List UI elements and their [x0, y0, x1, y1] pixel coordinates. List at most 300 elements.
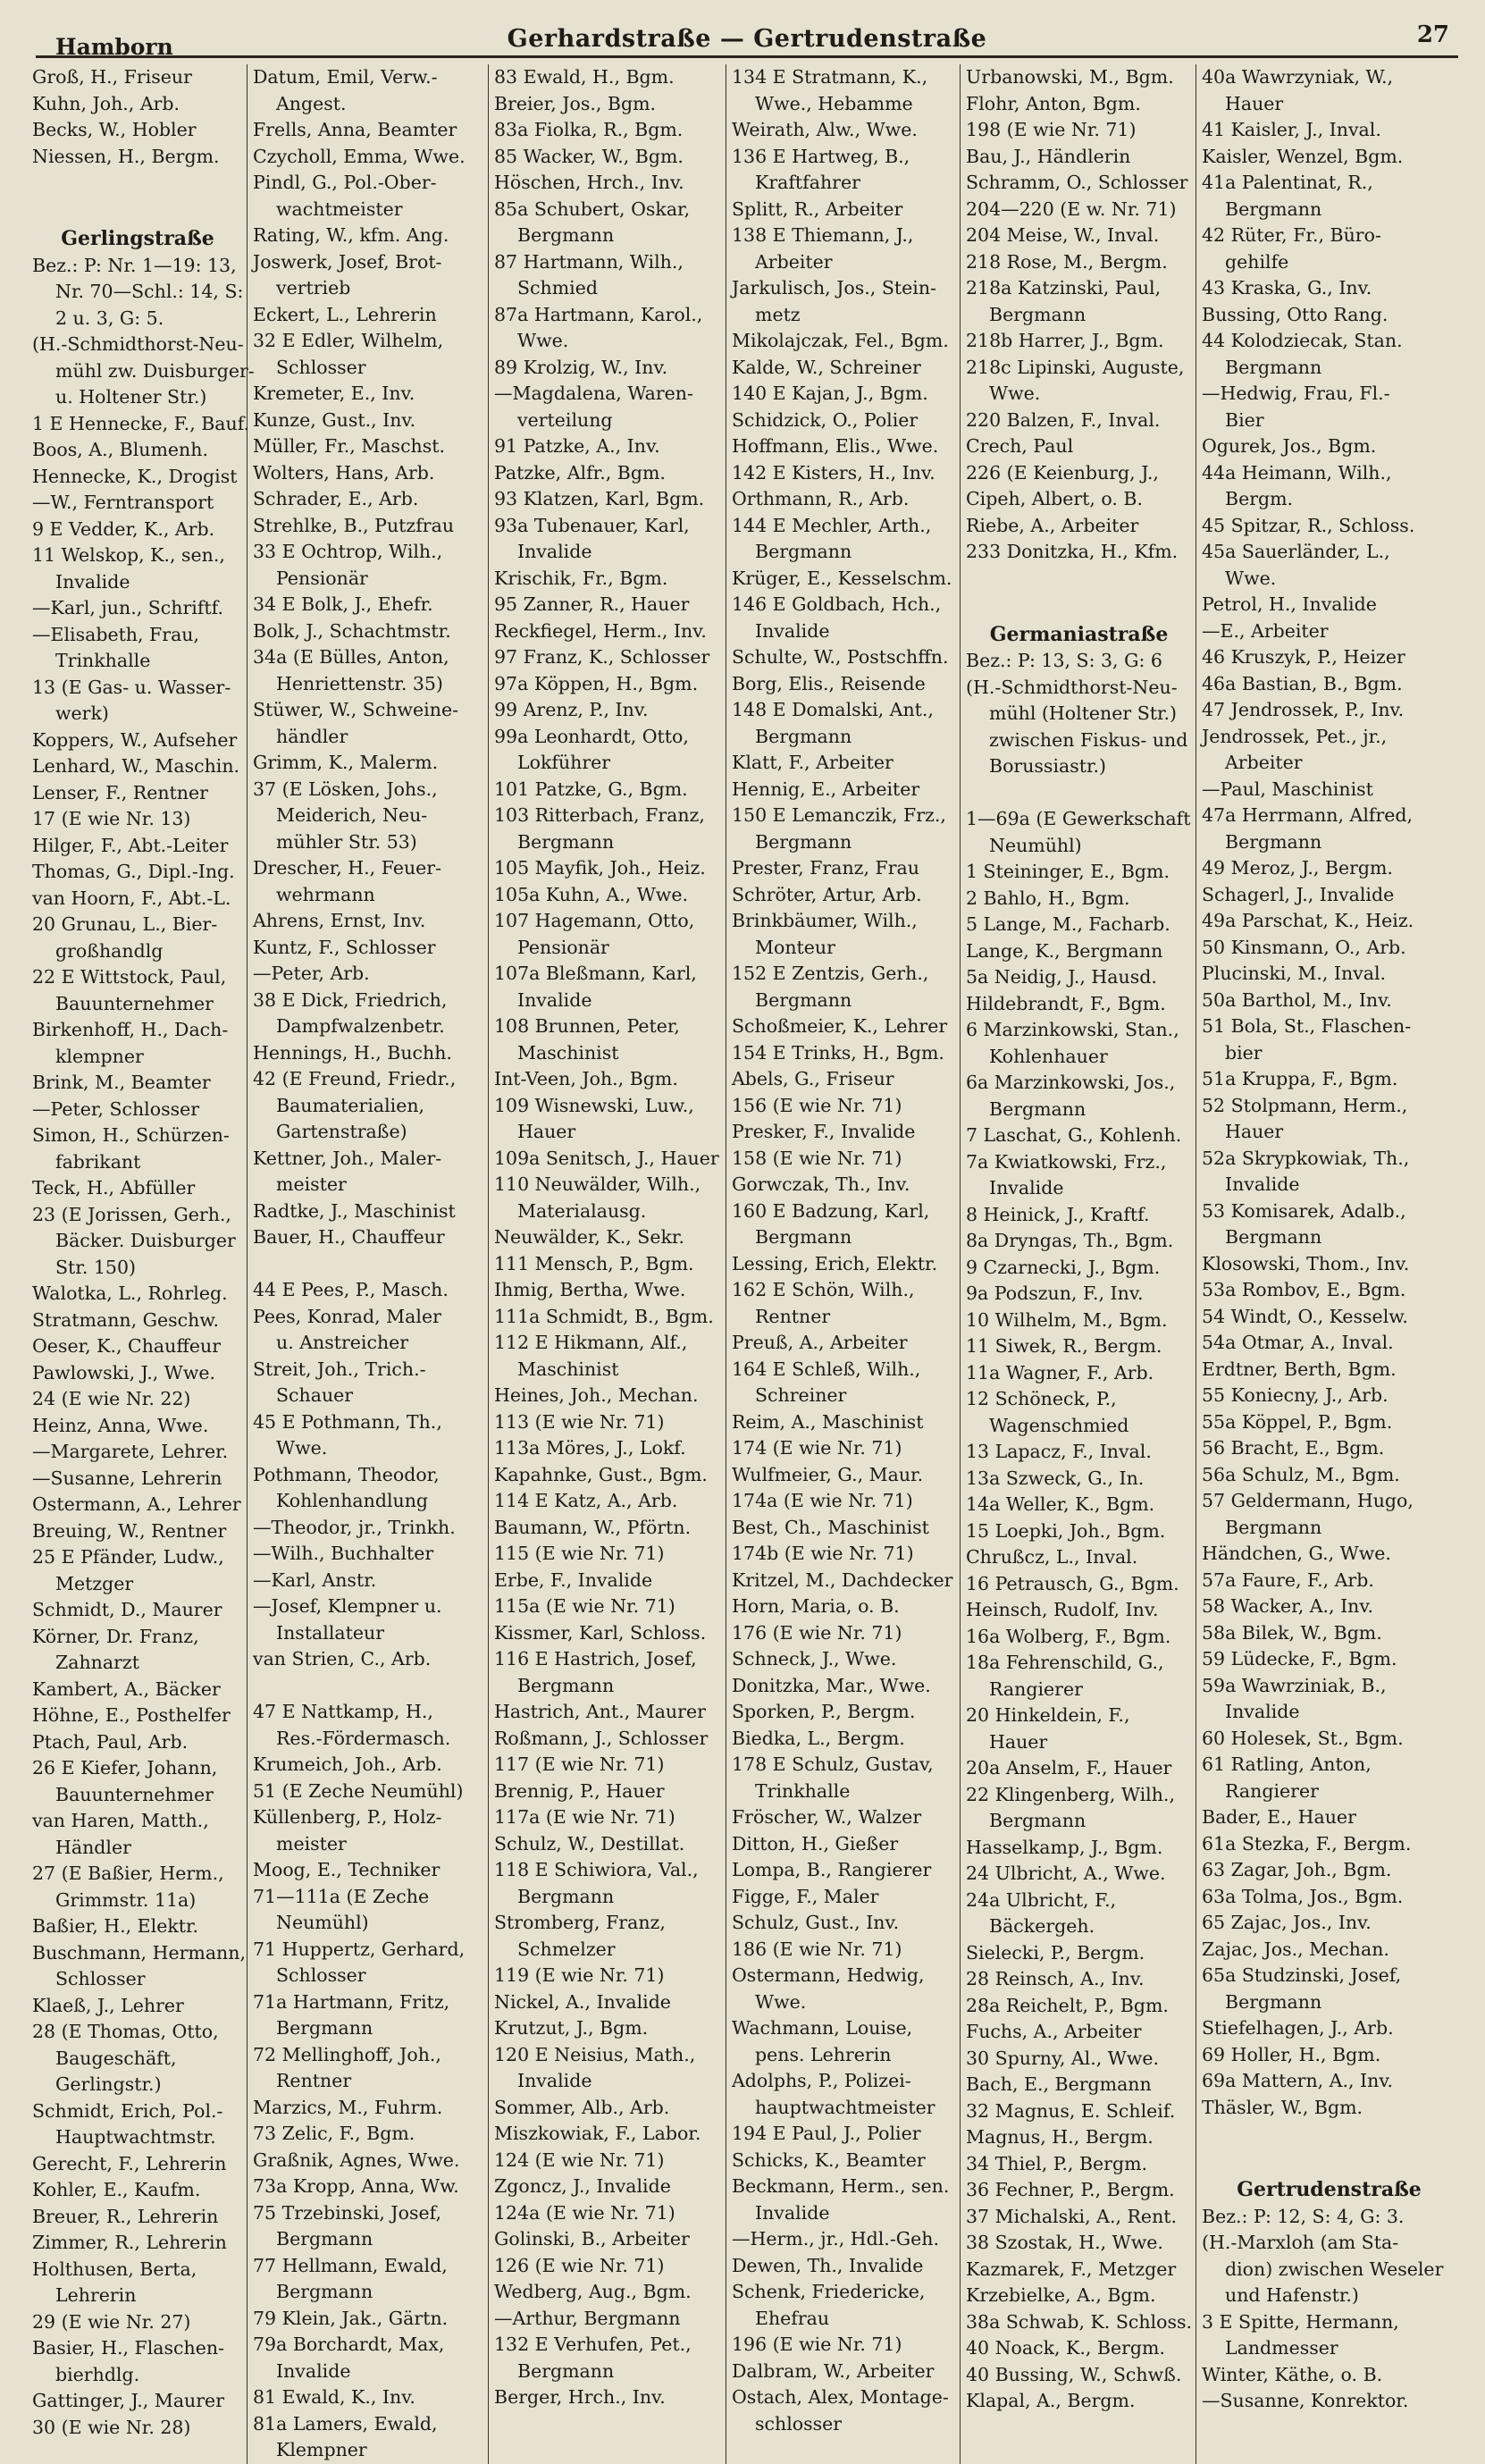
- directory-entry: Hildebrandt, F., Bgm.: [966, 992, 1166, 1014]
- directory-entry: 117 (E wie Nr. 71): [494, 1753, 665, 1775]
- entry-continuation: Invalide: [517, 988, 592, 1011]
- entry-continuation: Hauptwachtmstr.: [55, 2126, 216, 2148]
- directory-entry: 24 (E wie Nr. 22): [32, 1388, 191, 1409]
- directory-entry: Czycholl, Emma, Wwe.: [253, 145, 466, 167]
- directory-entry: Graßnik, Agnes, Wwe.: [253, 2149, 460, 2171]
- directory-entry: Magnus, H., Bergm.: [966, 2126, 1154, 2148]
- directory-entry: 120 E Neisius, Math.,: [494, 2043, 696, 2065]
- entry-continuation: Dampfwalzenbetr.: [276, 1015, 445, 1037]
- directory-entry: —Karl, jun., Schriftf.: [32, 597, 224, 618]
- spacer: [966, 592, 1192, 618]
- directory-entry: 138 E Thiemann, J.,: [732, 224, 914, 246]
- directory-entry: Becks, W., Hobler: [32, 119, 197, 140]
- directory-entry: Golinski, B., Arbeiter: [494, 2228, 690, 2250]
- directory-entry: Kaisler, Wenzel, Bgm.: [1202, 145, 1404, 167]
- directory-entry: 107 Hagemann, Otto,: [494, 910, 695, 931]
- directory-entry: —Susanne, Lehrerin: [32, 1467, 222, 1489]
- directory-entry: Thäsler, W., Bgm.: [1202, 2096, 1363, 2118]
- directory-entry: Presker, F., Invalide: [732, 1121, 916, 1142]
- directory-entry: Wachmann, Louise,: [732, 2017, 913, 2039]
- spacer: [253, 1251, 484, 1278]
- entry-continuation: Bauunternehmer: [55, 1783, 214, 1805]
- entry-continuation: Bergmann: [1225, 198, 1322, 220]
- entry-continuation: Kraftfahrer: [755, 172, 860, 193]
- directory-entry: 51a Kruppa, F., Bgm.: [1202, 1068, 1398, 1089]
- directory-entry: Schneck, J., Wwe.: [732, 1648, 897, 1669]
- directory-entry: Birkenhoff, H., Dach-: [32, 1019, 229, 1040]
- directory-entry: Hennings, H., Buchh.: [253, 1041, 452, 1064]
- entry-continuation: Schlosser: [55, 1968, 146, 1989]
- directory-entry: Baumann, W., Pförtn.: [494, 1516, 692, 1538]
- entry-continuation: Zahnarzt: [55, 1652, 139, 1673]
- directory-entry: Jendrossek, Pet., jr.,: [1202, 725, 1388, 747]
- directory-entry: 41a Palentinat, R.,: [1202, 172, 1373, 193]
- directory-entry: 204—220 (E w. Nr. 71): [966, 198, 1177, 220]
- directory-entry: van Hoorn, F., Abt.-L.: [32, 887, 231, 909]
- entry-continuation: Gartenstraße): [276, 1121, 407, 1142]
- entry-continuation: Bergmann: [1225, 1990, 1322, 2013]
- entry-continuation: dion) zwischen Weseler: [1225, 2258, 1444, 2280]
- directory-entry: Klaeß, J., Lehrer: [32, 1994, 184, 2016]
- directory-entry: 22 Klingenberg, Wilh.,: [966, 1783, 1175, 1805]
- entry-continuation: Monteur: [755, 936, 835, 958]
- directory-entry: 16a Wolberg, F., Bgm.: [966, 1625, 1171, 1647]
- entry-continuation: wachtmeister: [276, 198, 403, 220]
- spacer: [32, 197, 243, 223]
- directory-entry: 8 Heinick, J., Kraftf.: [966, 1203, 1150, 1225]
- entry-continuation: Bäcker. Duisburger: [55, 1230, 236, 1251]
- directory-entry: 158 (E wie Nr. 71): [732, 1147, 902, 1169]
- directory-entry: Brennig, P., Hauer: [494, 1779, 665, 1802]
- entry-continuation: Wagenschmied: [989, 1414, 1129, 1436]
- entry-continuation: hauptwachtmeister: [755, 2096, 935, 2118]
- directory-entry: 89 Krolzig, W., Inv.: [494, 356, 668, 378]
- entry-continuation: Invalide: [1225, 1701, 1300, 1722]
- directory-entry: 50a Barthol, M., Inv.: [1202, 988, 1392, 1011]
- directory-entry: Groß, H., Friseur: [32, 66, 192, 88]
- directory-entry: Schicks, K., Beamter: [732, 2149, 926, 2171]
- directory-entry: 38a Schwab, K. Schloss.: [966, 2310, 1193, 2333]
- directory-entry: Bau, J., Händlerin: [966, 145, 1131, 167]
- directory-entry: 34a (E Bülles, Anton,: [253, 646, 449, 668]
- entry-continuation: Rangierer: [989, 1678, 1083, 1700]
- directory-entry: 124 (E wie Nr. 71): [494, 2149, 665, 2171]
- entry-continuation: Klempner: [276, 2439, 367, 2460]
- directory-entry: Breuer, R., Lehrerin: [32, 2205, 219, 2227]
- directory-entry: Schagerl, J., Invalide: [1202, 883, 1395, 905]
- directory-entry: 32 Magnus, E. Schleif.: [966, 2099, 1176, 2122]
- directory-entry: Klosowski, Thom., Inv.: [1202, 1252, 1410, 1274]
- entry-continuation: Bergmann: [517, 224, 615, 246]
- directory-entry: Lessing, Erich, Elektr.: [732, 1252, 938, 1274]
- directory-entry: Küllenberg, P., Holz-: [253, 1806, 442, 1828]
- directory-entry: Kissmer, Karl, Schloss.: [494, 1621, 707, 1644]
- spacer: [966, 780, 1192, 807]
- directory-entry: Pothmann, Theodor,: [253, 1463, 440, 1485]
- entry-continuation: werk): [55, 702, 109, 724]
- directory-entry: 47a Herrmann, Alfred,: [1202, 804, 1414, 826]
- entry-continuation: händler: [276, 725, 348, 747]
- directory-entry: 95 Zanner, R., Hauer: [494, 593, 690, 615]
- directory-entry: 60 Holesek, St., Bgm.: [1202, 1727, 1404, 1749]
- entry-continuation: Invalide: [517, 541, 592, 562]
- directory-entry: 59 Lüdecke, F., Bgm.: [1202, 1648, 1397, 1669]
- directory-entry: Strehlke, B., Putzfrau: [253, 514, 455, 536]
- entry-continuation: Bäckergeh.: [989, 1915, 1095, 1937]
- entry-continuation: Ehefrau: [755, 2307, 830, 2329]
- directory-entry: 47 Jendrossek, P., Inv.: [1202, 699, 1405, 720]
- entry-continuation: Bergmann: [276, 2281, 373, 2302]
- directory-entry: 69a Mattern, A., Inv.: [1202, 2070, 1393, 2091]
- directory-entry: 56 Bracht, E., Bgm.: [1202, 1437, 1385, 1459]
- directory-entry: Koppers, W., Aufseher: [32, 728, 238, 751]
- directory-entry: Schulz, W., Destillat.: [494, 1832, 685, 1854]
- directory-entry: Dalbram, W., Arbeiter: [732, 2359, 935, 2382]
- directory-entry: —Susanne, Konrektor.: [1202, 2390, 1409, 2411]
- directory-entry: Kalde, W., Schreiner: [732, 356, 921, 378]
- directory-entry: 2 Bahlo, H., Bgm.: [966, 887, 1130, 909]
- directory-entry: Breuing, W., Rentner: [32, 1519, 227, 1542]
- directory-entry: Kazmarek, F., Metzger: [966, 2258, 1177, 2280]
- directory-entry: Stratmann, Geschw.: [32, 1308, 219, 1331]
- directory-entry: 79 Klein, Jak., Gärtn.: [253, 2307, 449, 2329]
- column-6: [1196, 64, 1460, 2464]
- directory-entry: —Wilh., Buchhalter: [253, 1543, 434, 1564]
- entry-continuation: und Hafenstr.): [1225, 2284, 1359, 2306]
- directory-entry: Krischik, Fr., Bgm.: [494, 567, 668, 589]
- directory-entry: Int-Veen, Joh., Bgm.: [494, 1068, 678, 1089]
- directory-entry: Klapal, A., Bergm.: [966, 2390, 1136, 2411]
- directory-entry: 37 Michalski, A., Rent.: [966, 2205, 1178, 2227]
- directory-entry: Pawlowski, J., Wwe.: [32, 1361, 216, 1383]
- directory-entry: —Theodor, jr., Trinkh.: [253, 1516, 456, 1538]
- entry-continuation: Nr. 70—Schl.: 14, S:: [55, 281, 244, 302]
- directory-entry: 79a Borchardt, Max,: [253, 2334, 445, 2355]
- directory-entry: Gorwczak, Th., Inv.: [732, 1173, 910, 1195]
- directory-entry: 14a Weller, K., Bgm.: [966, 1493, 1155, 1515]
- directory-entry: Prester, Franz, Frau: [732, 857, 919, 879]
- directory-entry: Oeser, K., Chauffeur: [32, 1335, 222, 1357]
- entry-continuation: Schreiner: [755, 1384, 847, 1406]
- directory-entry: Buschmann, Hermann,: [32, 1941, 246, 1964]
- directory-entry: Hennig, E., Arbeiter: [732, 778, 920, 800]
- page-number: 27: [1416, 21, 1449, 48]
- directory-entry: 111a Schmidt, B., Bgm.: [494, 1305, 714, 1327]
- entry-continuation: Invalide: [55, 570, 130, 593]
- directory-entry: Schidzick, O., Polier: [732, 408, 919, 431]
- directory-entry: 164 E Schleß, Wilh.,: [732, 1358, 921, 1380]
- directory-entry: Schoßmeier, K., Lehrer: [732, 1015, 948, 1037]
- entry-continuation: zwischen Fiskus- und: [989, 728, 1188, 751]
- entry-continuation: Gerlingstr.): [55, 2073, 162, 2095]
- directory-entry: 13 (E Gas- u. Wasser-: [32, 676, 231, 698]
- directory-entry: 47 E Nattkamp, H.,: [253, 1701, 433, 1722]
- directory-entry: —Karl, Anstr.: [253, 1568, 377, 1591]
- directory-entry: Best, Ch., Maschinist: [732, 1516, 929, 1538]
- entry-continuation: Bauunternehmer: [55, 992, 214, 1014]
- entry-continuation: Neumühl): [989, 834, 1082, 856]
- directory-entry: Teck, H., Abfüller: [32, 1177, 196, 1198]
- entry-continuation: verteilung: [517, 408, 613, 431]
- directory-entry: Abels, G., Friseur: [732, 1068, 894, 1089]
- directory-entry: Petrol, H., Invalide: [1202, 593, 1377, 615]
- directory-entry: Donitzka, Mar., Wwe.: [732, 1674, 931, 1696]
- directory-entry: (H.-Schmidthorst-Neu-: [32, 333, 244, 355]
- spacer: [1202, 2121, 1456, 2148]
- directory-entry: —Magdalena, Waren-: [494, 383, 693, 404]
- directory-entry: Wedberg, Aug., Bgm.: [494, 2281, 692, 2302]
- entry-continuation: Schmied: [517, 277, 598, 299]
- directory-entry: 42 (E Freund, Friedr.,: [253, 1068, 457, 1089]
- entry-continuation: Bergmann: [989, 1097, 1086, 1120]
- directory-entry: Zgoncz, J., Invalide: [494, 2175, 671, 2197]
- entry-continuation: u. Holtener Str.): [55, 386, 207, 408]
- directory-entry: Müller, Fr., Maschst.: [253, 435, 446, 457]
- directory-entry: 52 Stolpmann, Herm.,: [1202, 1094, 1408, 1116]
- directory-entry: —Margarete, Lehrer.: [32, 1441, 229, 1462]
- entry-continuation: Bergmann: [989, 303, 1086, 325]
- entry-continuation: Bergmann: [517, 1885, 615, 1907]
- directory-entry: Ostermann, Hedwig,: [732, 1964, 925, 1986]
- directory-entry: Sielecki, P., Bergm.: [966, 1941, 1145, 1964]
- directory-entry: 71 Huppertz, Gerhard,: [253, 1938, 466, 1960]
- directory-entry: 30 (E wie Nr. 28): [32, 2416, 191, 2438]
- directory-entry: 25 E Pfänder, Ludw.,: [32, 1546, 224, 1568]
- directory-entry: 136 E Hartweg, B.,: [732, 145, 910, 167]
- directory-entry: Mikolajczak, Fel., Bgm.: [732, 330, 949, 351]
- directory-entry: 34 Thiel, P., Bergm.: [966, 2152, 1148, 2174]
- directory-entry: Radtke, J., Maschinist: [253, 1199, 456, 1222]
- entry-continuation: Baumaterialien,: [276, 1094, 425, 1116]
- directory-entry: —Elisabeth, Frau,: [32, 623, 200, 645]
- directory-entry: 33 E Ochtrop, Wilh.,: [253, 541, 443, 562]
- directory-entry: Kettner, Joh., Maler-: [253, 1147, 442, 1169]
- directory-entry: 118 E Schiwiora, Val.,: [494, 1859, 699, 1880]
- directory-entry: Krutzut, J., Bgm.: [494, 2017, 649, 2039]
- directory-entry: Kapahnke, Gust., Bgm.: [494, 1463, 708, 1485]
- entry-continuation: Rentner: [276, 2070, 352, 2091]
- directory-entry: Krumeich, Joh., Arb.: [253, 1753, 442, 1775]
- directory-entry: —Peter, Schlosser: [32, 1097, 200, 1120]
- directory-entry: 24 Ulbricht, A., Wwe.: [966, 1863, 1166, 1884]
- directory-entry: 57a Faure, F., Arb.: [1202, 1568, 1374, 1591]
- directory-entry: —Herm., jr., Hdl.-Geh.: [732, 2228, 939, 2250]
- directory-entry: Grimm, K., Malerm.: [253, 752, 439, 773]
- entry-continuation: schlosser: [755, 2412, 843, 2435]
- directory-entry: Erbe, F., Invalide: [494, 1568, 653, 1591]
- directory-entry: 51 (E Zeche Neumühl): [253, 1779, 464, 1802]
- directory-entry: Datum, Emil, Verw.-: [253, 66, 438, 88]
- directory-entry: 156 (E wie Nr. 71): [732, 1094, 902, 1116]
- directory-entry: 61 Ratling, Anton,: [1202, 1753, 1372, 1775]
- directory-entry: Figge, F., Maler: [732, 1885, 879, 1907]
- directory-entry: Bader, E., Hauer: [1202, 1806, 1356, 1828]
- directory-entry: 32 E Edler, Wilhelm,: [253, 330, 444, 351]
- entry-continuation: Lokführer: [517, 752, 611, 773]
- directory-entry: Fuchs, A., Arbeiter: [966, 2021, 1142, 2042]
- directory-entry: 53a Rombov, E., Bgm.: [1202, 1279, 1406, 1300]
- directory-entry: 132 E Verhufen, Pet.,: [494, 2334, 692, 2355]
- column-2: [247, 64, 488, 2464]
- entry-continuation: Invalide: [755, 619, 830, 642]
- directory-entry: Frells, Anna, Beamter: [253, 119, 457, 140]
- directory-entry: 218c Lipinski, Auguste,: [966, 356, 1185, 378]
- directory-entry: Berger, Hrch., Inv.: [494, 2386, 666, 2408]
- directory-entry: 53 Komisarek, Adalb.,: [1202, 1199, 1406, 1222]
- entry-continuation: Trinkhalle: [755, 1779, 851, 1802]
- entry-continuation: Wwe.: [276, 1437, 328, 1459]
- directory-entry: 144 E Mechler, Arth.,: [732, 514, 932, 536]
- directory-entry: —Josef, Klempner u.: [253, 1595, 442, 1617]
- directory-entry: 59a Wawrziniak, B.,: [1202, 1674, 1387, 1696]
- directory-entry: 55a Köppel, P., Bgm.: [1202, 1410, 1393, 1433]
- directory-entry: 107a Bleßmann, Karl,: [494, 963, 697, 984]
- directory-entry: Nickel, A., Invalide: [494, 1990, 671, 2013]
- directory-entry: Orthmann, R., Arb.: [732, 488, 910, 509]
- directory-entry: Hastrich, Ant., Maurer: [494, 1701, 706, 1722]
- directory-entry: Thomas, G., Dipl.-Ing.: [32, 861, 235, 882]
- directory-entry: Simon, H., Schürzen-: [32, 1124, 230, 1146]
- directory-columns: [27, 64, 1460, 2460]
- directory-entry: Reckfiegel, Herm., Inv.: [494, 619, 707, 642]
- directory-entry: Flohr, Anton, Bgm.: [966, 92, 1141, 114]
- directory-entry: van Haren, Matth.,: [32, 1810, 209, 1831]
- directory-entry: 44 E Pees, P., Masch.: [253, 1279, 449, 1300]
- directory-entry: 37 (E Lösken, Johs.,: [253, 778, 438, 800]
- directory-entry: 3 E Spitte, Hermann,: [1202, 2310, 1399, 2333]
- directory-entry: Schmidt, D., Maurer: [32, 1599, 222, 1620]
- directory-entry: Weirath, Alw., Wwe.: [732, 119, 918, 140]
- directory-entry: 50 Kinsmann, O., Arb.: [1202, 936, 1406, 958]
- directory-entry: 83a Fiolka, R., Bgm.: [494, 119, 684, 140]
- directory-entry: 43 Kraska, G., Inv.: [1202, 277, 1372, 299]
- directory-entry: 11a Wagner, F., Arb.: [966, 1361, 1154, 1383]
- entry-continuation: Maschinist: [517, 1041, 619, 1064]
- directory-entry: Ihmig, Bertha, Wwe.: [494, 1279, 686, 1300]
- directory-entry: Chrußcz, L., Inval.: [966, 1546, 1138, 1568]
- entry-continuation: Grimmstr. 11a): [55, 1888, 197, 1911]
- entry-continuation: Wwe.: [989, 383, 1041, 404]
- entry-continuation: Meiderich, Neu-: [276, 804, 428, 826]
- directory-entry: 218b Harrer, J., Bgm.: [966, 330, 1164, 351]
- directory-entry: Patzke, Alfr., Bgm.: [494, 461, 666, 484]
- directory-entry: 30 Spurny, Al., Wwe.: [966, 2047, 1160, 2069]
- entry-continuation: Invalide: [989, 1177, 1064, 1198]
- directory-entry: 1 E Hennecke, F., Bauf.: [32, 412, 250, 434]
- entry-continuation: Materialausg.: [517, 1199, 647, 1222]
- entry-continuation: Bergmann: [989, 1810, 1086, 1831]
- spacer: [253, 1673, 484, 1700]
- entry-continuation: u. Anstreicher: [276, 1332, 409, 1353]
- directory-entry: van Strien, C., Arb.: [253, 1648, 432, 1669]
- directory-entry: 113 (E wie Nr. 71): [494, 1410, 665, 1433]
- directory-entry: Bolk, J., Schachtmstr.: [253, 619, 451, 642]
- directory-entry: Adolphs, P., Polizei-: [732, 2070, 911, 2091]
- entry-continuation: Str. 150): [55, 1256, 136, 1278]
- entry-continuation: Henriettenstr. 35): [276, 672, 443, 694]
- directory-entry: 8a Dryngas, Th., Bgm.: [966, 1230, 1174, 1251]
- directory-entry: 57 Geldermann, Hugo,: [1202, 1490, 1414, 1511]
- directory-entry: 174 (E wie Nr. 71): [732, 1437, 902, 1459]
- directory-entry: 56a Schulz, M., Bgm.: [1202, 1463, 1400, 1485]
- directory-entry: —Paul, Maschinist: [1202, 778, 1373, 800]
- directory-entry: 160 E Badzung, Karl,: [732, 1199, 930, 1222]
- entry-continuation: Wwe., Hebamme: [755, 92, 913, 114]
- directory-entry: 63a Tolma, Jos., Bgm.: [1202, 1885, 1404, 1907]
- directory-entry: 36 Fechner, P., Bergm.: [966, 2179, 1175, 2200]
- directory-entry: Stromberg, Franz,: [494, 1912, 666, 1933]
- directory-entry: 65 Zajac, Jos., Inv.: [1202, 1912, 1372, 1933]
- directory-entry: 20 Hinkeldein, F.,: [966, 1704, 1130, 1726]
- directory-entry: Fröscher, W., Walzer: [732, 1806, 922, 1828]
- directory-entry: Schröter, Artur, Arb.: [732, 883, 922, 905]
- directory-entry: 49 Meroz, J., Bergm.: [1202, 857, 1393, 879]
- entry-continuation: Bergmann: [517, 2359, 615, 2382]
- directory-entry: Plucinski, M., Inval.: [1202, 963, 1387, 984]
- directory-entry: —Arthur, Bergmann: [494, 2307, 681, 2329]
- entry-continuation: Trinkhalle: [55, 650, 151, 671]
- directory-entry: Winter, Käthe, o. B.: [1202, 2363, 1383, 2385]
- entry-continuation: Bergmann: [517, 830, 615, 853]
- column-1: [27, 64, 255, 2464]
- directory-entry: Miszkowiak, F., Labor.: [494, 2123, 701, 2144]
- directory-entry: Marzics, M., Fuhrm.: [253, 2096, 443, 2118]
- directory-entry: 54a Otmar, A., Inval.: [1202, 1332, 1394, 1353]
- directory-entry: 44 Kolodziecak, Stan.: [1202, 330, 1403, 351]
- directory-entry: 154 E Trinks, H., Bgm.: [732, 1041, 944, 1064]
- directory-entry: 26 E Kiefer, Johann,: [32, 1757, 218, 1779]
- directory-entry: 126 (E wie Nr. 71): [494, 2254, 665, 2276]
- directory-entry: 113a Möres, J., Lokf.: [494, 1437, 686, 1459]
- directory-entry: 65a Studzinski, Josef,: [1202, 1964, 1402, 1986]
- directory-entry: 93a Tubenauer, Karl,: [494, 514, 690, 536]
- directory-entry: 23 (E Jorissen, Gerh.,: [32, 1203, 231, 1225]
- entry-continuation: meister: [276, 1173, 347, 1195]
- directory-entry: 18a Fehrenschild, G.,: [966, 1652, 1164, 1673]
- directory-entry: Ditton, H., Gießer: [732, 1832, 899, 1854]
- directory-entry: Händchen, G., Wwe.: [1202, 1543, 1391, 1564]
- entry-continuation: Wwe.: [755, 1990, 807, 2013]
- spacer: [32, 170, 243, 197]
- directory-entry: 5a Neidig, J., Hausd.: [966, 966, 1157, 988]
- directory-entry: Streit, Joh., Trich.-: [253, 1358, 426, 1380]
- directory-entry: Brink, M., Beamter: [32, 1072, 211, 1093]
- directory-entry: 112 E Hikmann, Alf.,: [494, 1332, 688, 1353]
- directory-entry: Krüger, E., Kesselschm.: [732, 567, 952, 589]
- directory-entry: Bach, E., Bergmann: [966, 2073, 1152, 2095]
- entry-continuation: klempner: [55, 1045, 144, 1067]
- directory-entry: 174a (E wie Nr. 71): [732, 1490, 913, 1511]
- directory-entry: 38 E Dick, Friedrich,: [253, 988, 448, 1011]
- directory-entry: 174b (E wie Nr. 71): [732, 1543, 914, 1564]
- directory-entry: 41 Kaisler, J., Inval.: [1202, 119, 1381, 140]
- directory-entry: Holthusen, Berta,: [32, 2258, 197, 2280]
- directory-entry: 7a Kwiatkowski, Frz.,: [966, 1150, 1167, 1173]
- directory-entry: Walotka, L., Rohrleg.: [32, 1282, 228, 1304]
- directory-entry: 7 Laschat, G., Kohlenh.: [966, 1124, 1182, 1146]
- directory-entry: Hasselkamp, J., Bgm.: [966, 1836, 1163, 1858]
- directory-entry: 52a Skrypkowiak, Th.,: [1202, 1147, 1410, 1169]
- directory-entry: 58a Bilek, W., Bgm.: [1202, 1621, 1382, 1644]
- directory-entry: 6 Marzinkowski, Stan.,: [966, 1019, 1179, 1040]
- directory-entry: 204 Meise, W., Inval.: [966, 224, 1160, 246]
- directory-entry: 28 (E Thomas, Otto,: [32, 2021, 219, 2042]
- entry-continuation: Bergmann: [1225, 1516, 1322, 1538]
- entry-continuation: Borussiastr.): [989, 755, 1107, 777]
- directory-entry: 87a Hartmann, Karol.,: [494, 303, 703, 325]
- directory-entry: 91 Patzke, A., Inv.: [494, 435, 660, 457]
- directory-entry: 116 E Hastrich, Josef,: [494, 1648, 697, 1669]
